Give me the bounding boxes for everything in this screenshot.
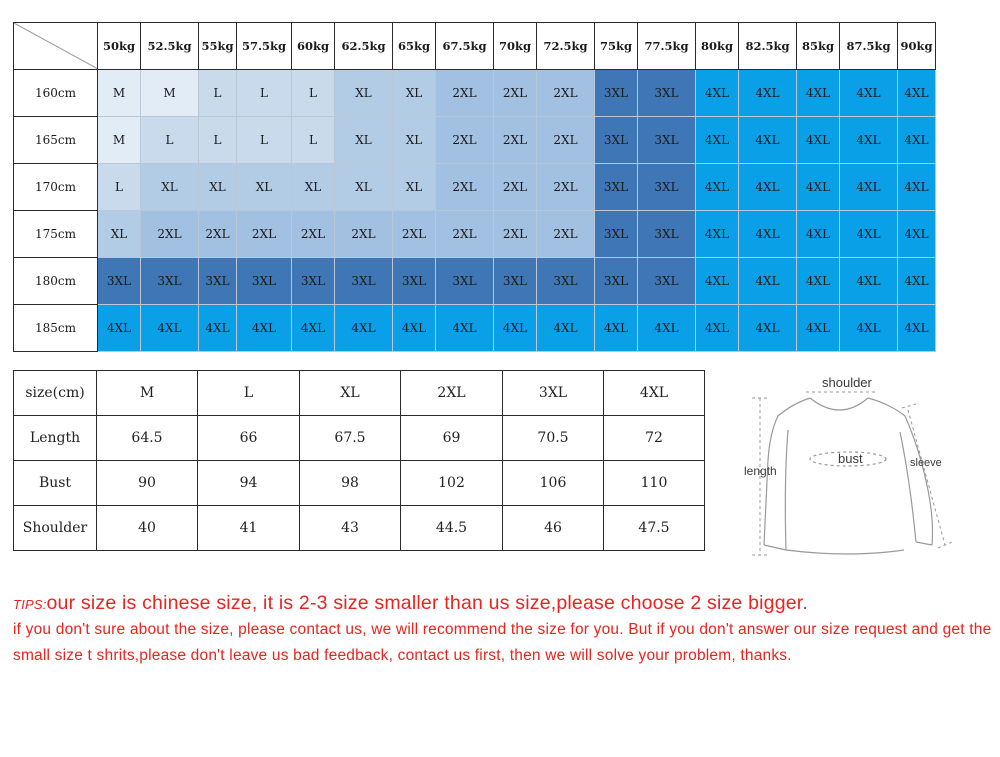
size-cell: 4XL bbox=[739, 70, 797, 117]
size-cell: 2XL bbox=[494, 117, 537, 164]
size-cell: L bbox=[141, 117, 199, 164]
size-cell: 3XL bbox=[595, 117, 638, 164]
height-label: 165cm bbox=[14, 117, 98, 164]
measurement-row-bust bbox=[14, 461, 705, 506]
size-cell: 2XL bbox=[436, 164, 494, 211]
weight-header: 90kg bbox=[898, 23, 936, 70]
size-header: XL bbox=[300, 371, 401, 416]
tips-headline bbox=[13, 592, 993, 615]
row-label: Shoulder bbox=[14, 506, 97, 551]
size-cell: 3XL bbox=[595, 164, 638, 211]
measurement-value: 102 bbox=[401, 461, 503, 506]
measurement-value: 110 bbox=[604, 461, 705, 506]
measurement-value: 44.5 bbox=[401, 506, 503, 551]
height-row bbox=[14, 117, 936, 164]
sleeve-label: sleeve bbox=[910, 457, 942, 469]
size-cell: 4XL bbox=[797, 258, 840, 305]
size-cell: 3XL bbox=[638, 117, 696, 164]
size-cell: 2XL bbox=[494, 164, 537, 211]
size-cell: L bbox=[199, 117, 237, 164]
size-cell: 3XL bbox=[638, 211, 696, 258]
size-cell: L bbox=[237, 70, 292, 117]
size-recommendation-table bbox=[13, 22, 936, 352]
measurement-value: 64.5 bbox=[97, 416, 198, 461]
size-cell: 2XL bbox=[494, 211, 537, 258]
size-cell: XL bbox=[335, 164, 393, 211]
measurement-value: 47.5 bbox=[604, 506, 705, 551]
weight-header: 60kg bbox=[292, 23, 335, 70]
weight-header: 50kg bbox=[98, 23, 141, 70]
size-cell: 2XL bbox=[436, 211, 494, 258]
size-cell: 4XL bbox=[696, 305, 739, 352]
size-cell: 4XL bbox=[898, 70, 936, 117]
size-cell: 3XL bbox=[237, 258, 292, 305]
size-tips bbox=[13, 592, 993, 669]
size-cell: XL bbox=[141, 164, 199, 211]
weight-header: 82.5kg bbox=[739, 23, 797, 70]
size-cell: 4XL bbox=[696, 211, 739, 258]
weight-header: 52.5kg bbox=[141, 23, 199, 70]
size-cell: M bbox=[98, 117, 141, 164]
size-cell: XL bbox=[335, 117, 393, 164]
size-grid-body bbox=[14, 70, 936, 352]
row-label: Length bbox=[14, 416, 97, 461]
size-cell: 4XL bbox=[840, 70, 898, 117]
size-cell: 4XL bbox=[840, 211, 898, 258]
size-cell: 3XL bbox=[98, 258, 141, 305]
weight-header: 55kg bbox=[199, 23, 237, 70]
size-cell: 2XL bbox=[292, 211, 335, 258]
size-cell: XL bbox=[292, 164, 335, 211]
size-cell: 4XL bbox=[638, 305, 696, 352]
size-cell: 4XL bbox=[797, 70, 840, 117]
size-header: 2XL bbox=[401, 371, 503, 416]
size-cell: 4XL bbox=[595, 305, 638, 352]
height-row bbox=[14, 305, 936, 352]
size-cell: 4XL bbox=[537, 305, 595, 352]
size-cell: M bbox=[141, 70, 199, 117]
size-cell: XL bbox=[393, 117, 436, 164]
measurement-value: 69 bbox=[401, 416, 503, 461]
size-cell: 2XL bbox=[494, 70, 537, 117]
size-cell: L bbox=[292, 117, 335, 164]
size-cell: 4XL bbox=[739, 305, 797, 352]
size-cell: 4XL bbox=[840, 305, 898, 352]
height-label: 175cm bbox=[14, 211, 98, 258]
weight-header: 80kg bbox=[696, 23, 739, 70]
weight-header: 67.5kg bbox=[436, 23, 494, 70]
weight-header: 72.5kg bbox=[537, 23, 595, 70]
measurement-value: 94 bbox=[198, 461, 300, 506]
size-cell: 4XL bbox=[335, 305, 393, 352]
measurement-value: 90 bbox=[97, 461, 198, 506]
size-cell: 2XL bbox=[537, 70, 595, 117]
measurement-value: 66 bbox=[198, 416, 300, 461]
length-label: length bbox=[744, 464, 777, 478]
weight-header-row bbox=[14, 23, 936, 70]
weight-header: 75kg bbox=[595, 23, 638, 70]
size-cell: 4XL bbox=[199, 305, 237, 352]
size-cell: XL bbox=[393, 164, 436, 211]
measurement-value: 106 bbox=[503, 461, 604, 506]
weight-header: 65kg bbox=[393, 23, 436, 70]
size-cell: 2XL bbox=[237, 211, 292, 258]
size-cell: 3XL bbox=[595, 258, 638, 305]
height-label: 170cm bbox=[14, 164, 98, 211]
size-cell: 4XL bbox=[696, 70, 739, 117]
size-cell: 4XL bbox=[840, 164, 898, 211]
size-cell: 3XL bbox=[199, 258, 237, 305]
size-cell: 3XL bbox=[537, 258, 595, 305]
size-cell: 4XL bbox=[739, 117, 797, 164]
size-cell: 4XL bbox=[797, 164, 840, 211]
size-cell: 2XL bbox=[537, 117, 595, 164]
size-cell: 4XL bbox=[898, 164, 936, 211]
size-cell: L bbox=[199, 70, 237, 117]
size-cell: 4XL bbox=[393, 305, 436, 352]
size-cell: 4XL bbox=[98, 305, 141, 352]
size-cell: XL bbox=[393, 70, 436, 117]
row-label: Bust bbox=[14, 461, 97, 506]
size-cell: 3XL bbox=[595, 211, 638, 258]
size-cell: 4XL bbox=[898, 211, 936, 258]
size-cell: XL bbox=[98, 211, 141, 258]
size-cell: 2XL bbox=[537, 211, 595, 258]
size-cell: 3XL bbox=[638, 164, 696, 211]
size-cell: L bbox=[237, 117, 292, 164]
size-cell: 3XL bbox=[141, 258, 199, 305]
size-cell: 4XL bbox=[797, 305, 840, 352]
height-label: 180cm bbox=[14, 258, 98, 305]
weight-header: 70kg bbox=[494, 23, 537, 70]
size-cell: 2XL bbox=[141, 211, 199, 258]
weight-header: 77.5kg bbox=[638, 23, 696, 70]
measurement-value: 70.5 bbox=[503, 416, 604, 461]
height-row bbox=[14, 258, 936, 305]
height-row bbox=[14, 70, 936, 117]
size-cell: 4XL bbox=[840, 258, 898, 305]
size-cell: 4XL bbox=[696, 117, 739, 164]
weight-header: 85kg bbox=[797, 23, 840, 70]
size-cell: 3XL bbox=[595, 70, 638, 117]
tips-line-1: our size is chinese size, it is 2-3 size smaller than us size,please choose 2 size bigger. bbox=[46, 592, 809, 614]
measurement-value: 43 bbox=[300, 506, 401, 551]
corner-diagonal-line bbox=[14, 23, 98, 69]
size-cell: 4XL bbox=[739, 258, 797, 305]
bust-label: bust bbox=[838, 451, 863, 466]
size-cell: 4XL bbox=[797, 117, 840, 164]
measurement-header-row bbox=[14, 371, 705, 416]
height-label: 185cm bbox=[14, 305, 98, 352]
size-cell: 4XL bbox=[292, 305, 335, 352]
size-cell: 4XL bbox=[696, 258, 739, 305]
size-cell: XL bbox=[199, 164, 237, 211]
shoulder-label: shoulder bbox=[822, 375, 872, 390]
tips-line-2: if you don't sure about the size, please contact us, we will recommend the size for you. But if you don't answer our size request and get the small size t shrits,please don't leave us bad feedback, contact us first, then we will solve your problem, thanks. bbox=[13, 621, 992, 664]
size-cell: L bbox=[98, 164, 141, 211]
size-cell: 4XL bbox=[739, 211, 797, 258]
size-cell: 4XL bbox=[739, 164, 797, 211]
size-cell: 4XL bbox=[898, 117, 936, 164]
size-cell: 2XL bbox=[537, 164, 595, 211]
size-cm-header: size(cm) bbox=[14, 371, 97, 416]
measurement-value: 67.5 bbox=[300, 416, 401, 461]
size-cell: 2XL bbox=[436, 70, 494, 117]
size-cell: 4XL bbox=[696, 164, 739, 211]
size-cell: L bbox=[292, 70, 335, 117]
size-header: L bbox=[198, 371, 300, 416]
height-row bbox=[14, 211, 936, 258]
size-cell: 3XL bbox=[393, 258, 436, 305]
measurement-table bbox=[13, 370, 705, 551]
size-header: 3XL bbox=[503, 371, 604, 416]
size-cell: 3XL bbox=[638, 258, 696, 305]
size-cell: XL bbox=[237, 164, 292, 211]
size-header: 4XL bbox=[604, 371, 705, 416]
measurement-value: 46 bbox=[503, 506, 604, 551]
size-cell: 2XL bbox=[436, 117, 494, 164]
size-cell: 2XL bbox=[393, 211, 436, 258]
height-row bbox=[14, 164, 936, 211]
measurement-value: 98 bbox=[300, 461, 401, 506]
size-cell: XL bbox=[335, 70, 393, 117]
measurement-row-length bbox=[14, 416, 705, 461]
size-cell: 3XL bbox=[638, 70, 696, 117]
size-cell: 4XL bbox=[898, 305, 936, 352]
weight-header: 62.5kg bbox=[335, 23, 393, 70]
measurement-value: 72 bbox=[604, 416, 705, 461]
size-cell: 2XL bbox=[199, 211, 237, 258]
size-cell: 4XL bbox=[494, 305, 537, 352]
size-cell: M bbox=[98, 70, 141, 117]
size-cell: 4XL bbox=[898, 258, 936, 305]
size-cell: 2XL bbox=[335, 211, 393, 258]
size-cell: 3XL bbox=[436, 258, 494, 305]
size-header: M bbox=[97, 371, 198, 416]
size-cell: 3XL bbox=[494, 258, 537, 305]
size-cell: 3XL bbox=[335, 258, 393, 305]
corner-cell bbox=[14, 23, 98, 70]
size-cell: 4XL bbox=[840, 117, 898, 164]
measurement-value: 41 bbox=[198, 506, 300, 551]
size-cell: 4XL bbox=[436, 305, 494, 352]
size-cell: 4XL bbox=[797, 211, 840, 258]
weight-header: 87.5kg bbox=[840, 23, 898, 70]
size-cell: 3XL bbox=[292, 258, 335, 305]
tips-label: TIPS: bbox=[13, 597, 47, 612]
weight-header: 57.5kg bbox=[237, 23, 292, 70]
measurement-row-shoulder bbox=[14, 506, 705, 551]
shirt-measurement-diagram bbox=[740, 370, 960, 570]
measurement-value: 40 bbox=[97, 506, 198, 551]
size-cell: 4XL bbox=[141, 305, 199, 352]
height-label: 160cm bbox=[14, 70, 98, 117]
size-cell: 4XL bbox=[237, 305, 292, 352]
